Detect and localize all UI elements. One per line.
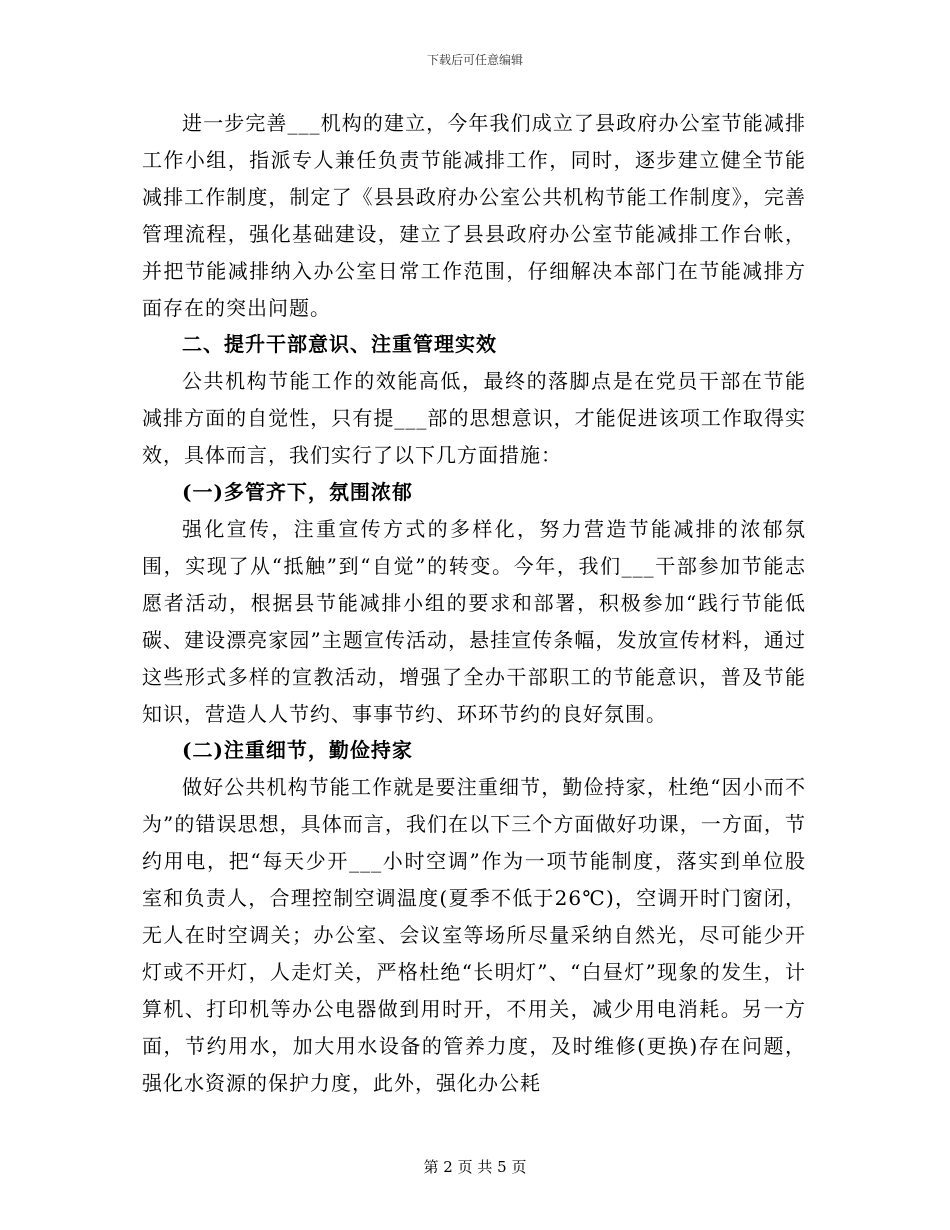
paragraph-cadre-awareness: 公共机构节能工作的效能高低，最终的落脚点是在党员干部在节能减排方面的自觉性，只有提___部的思想意识，才能促进该项工作取得实效，具体而言，我们实行了以下几方面措施：: [142, 369, 806, 468]
subsection-heading-1: (一)多管齐下，氛围浓郁: [182, 480, 413, 505]
paragraph-institution-building: 进一步完善___机构的建立，今年我们成立了县政府办公室节能减排工作小组，指派专人兼任负责节能减排工作，同时，逐步建立健全节能减排工作制度，制定了《县县政府办公室公共机构节能工作制度》，完善管理流程，强化基础建设，建立了县县政府办公室节能减排工作台帐，并把节能减排纳入办公室日常工作范围，仔细解决本部门在节能减排方面存在的突出问题。: [142, 111, 806, 320]
document-body: [142, 105, 806, 1101]
page-number: 第 2 页 共 5 页: [423, 1158, 527, 1176]
subsection-heading-2: (二)注重细节，勤俭持家: [182, 738, 413, 763]
paragraph-details-thrift: 做好公共机构节能工作就是要注重细节，勤俭持家，杜绝“因小而不为”的错误思想，具体而言，我们在以下三个方面做好功课，一方面，节约用电，把“每天少开___小时空调”作为一项节能制度，落实到单位股室和负责人，合理控制空调温度(夏季不低于26℃)，空调开时门窗闭，无人在时空调关；办公室、会议室等场所尽量采纳自然光，尽可能少开灯或不开灯，人走灯关，严格杜绝“长明灯”、“白昼灯”现象的发生，计算机、打印机等办公电器做到用时开，不用关，减少用电消耗。另一方面，节约用水，加大用水设备的管养力度，及时维修(更换)存在问题，强化水资源的保护力度，此外，强化办公耗: [142, 775, 806, 1095]
page-header: 下载后可任意编辑: [426, 53, 523, 67]
paragraph-publicity: 强化宣传，注重宣传方式的多样化，努力营造节能减排的浓郁氛围，实现了从“抵触”到“自觉”的转变。今年，我们___干部参加节能志愿者活动，根据县节能减排小组的要求和部署，积极参加“践行节能低碳、建设漂亮家园”主题宣传活动，悬挂宣传条幅，发放宣传材料，通过这些形式多样的宣教活动，增强了全办干部职工的节能意识，普及节能知识，营造人人节约、事事节约、环环节约的良好氛围。: [142, 516, 806, 726]
section-heading-2: 二、提升干部意识、注重管理实效: [182, 332, 497, 357]
